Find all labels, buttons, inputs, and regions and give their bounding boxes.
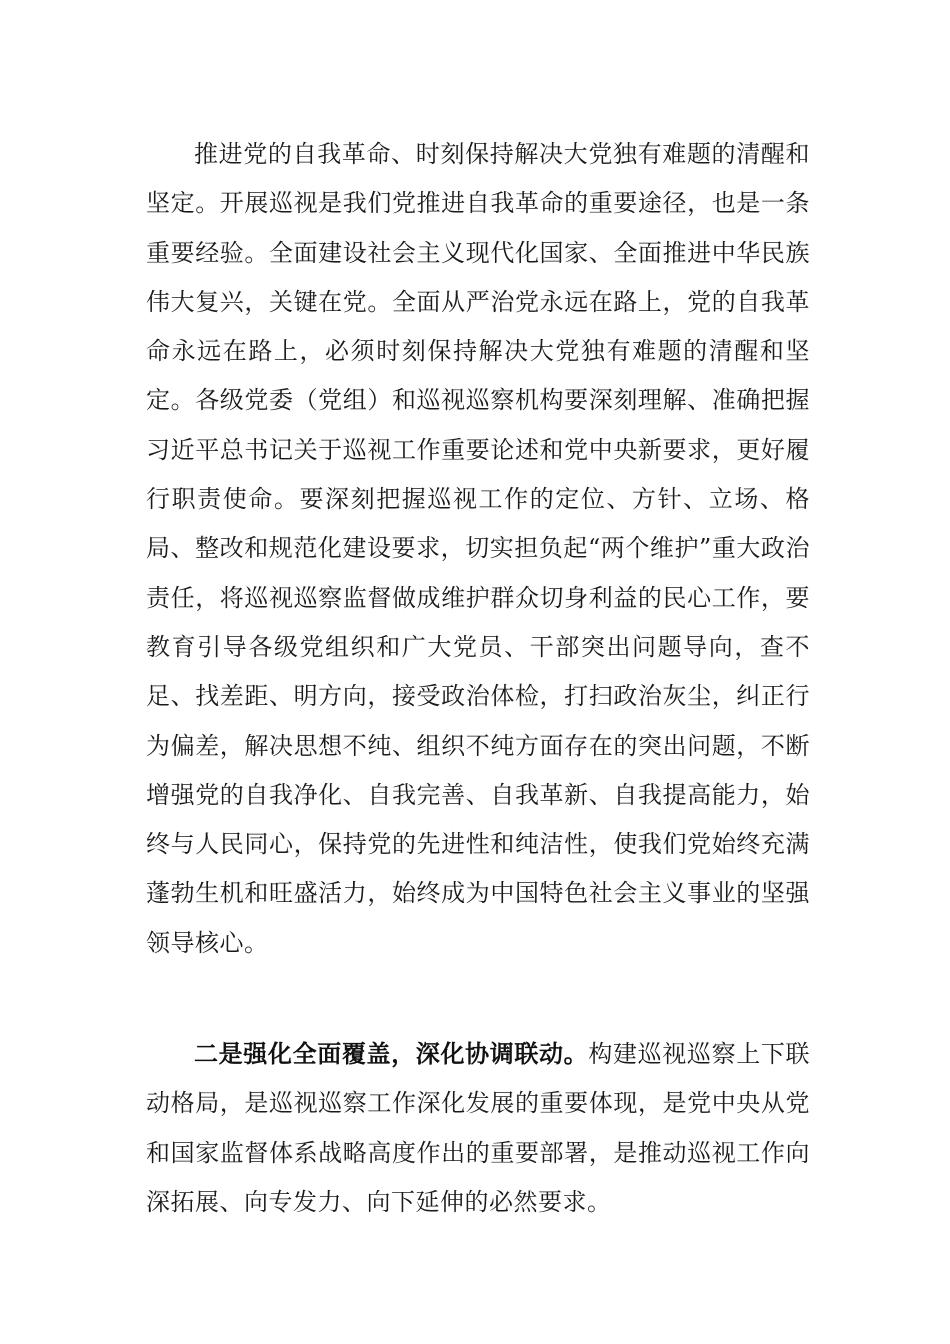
paragraph-coverage-coordination	[146, 1030, 810, 1227]
paragraph-body-text: 构建巡视巡察上下联动格局，是巡视巡察工作深化发展的重要体现，是党中央从党和国家监督体系战略高度作出的重要部署，是推动巡视工作向深拓展、向专发力、向下延伸的必然要求。	[146, 1040, 811, 1216]
paragraph-heading-bold: 二是强化全面覆盖，深化协调联动。	[194, 1040, 589, 1068]
paragraph-self-revolution: 推进党的自我革命、时刻保持解决大党独有难题的清醒和坚定。开展巡视是我们党推进自我革命的重要途径，也是一条重要经验。全面建设社会主义现代化国家、全面推进中华民族伟大复兴，关键在党。全面从严治党永远在路上，党的自我革命永远在路上，必须时刻保持解决大党独有难题的清醒和坚定。各级党委（党组）和巡视巡察机构要深刻理解、准确把握习近平总书记关于巡视工作重要论述和党中央新要求，更好履行职责使命。要深刻把握巡视工作的定位、方针、立场、格局、整改和规范化建设要求，切实担负起“两个维护”重大政治责任，将巡视巡察监督做成维护群众切身利益的民心工作，要教育引导各级党组织和广大党员、干部突出问题导向，查不足、找差距、明方向，接受政治体检，打扫政治灰尘，纠正行为偏差，解决思想不纯、组织不纯方面存在的突出问题，不断增强党的自我净化、自我完善、自我革新、自我提高能力，始终与人民同心，保持党的先进性和纯洁性，使我们党始终充满蓬勃生机和旺盛活力，始终成为中国特色社会主义事业的坚强领导核心。	[146, 140, 810, 957]
